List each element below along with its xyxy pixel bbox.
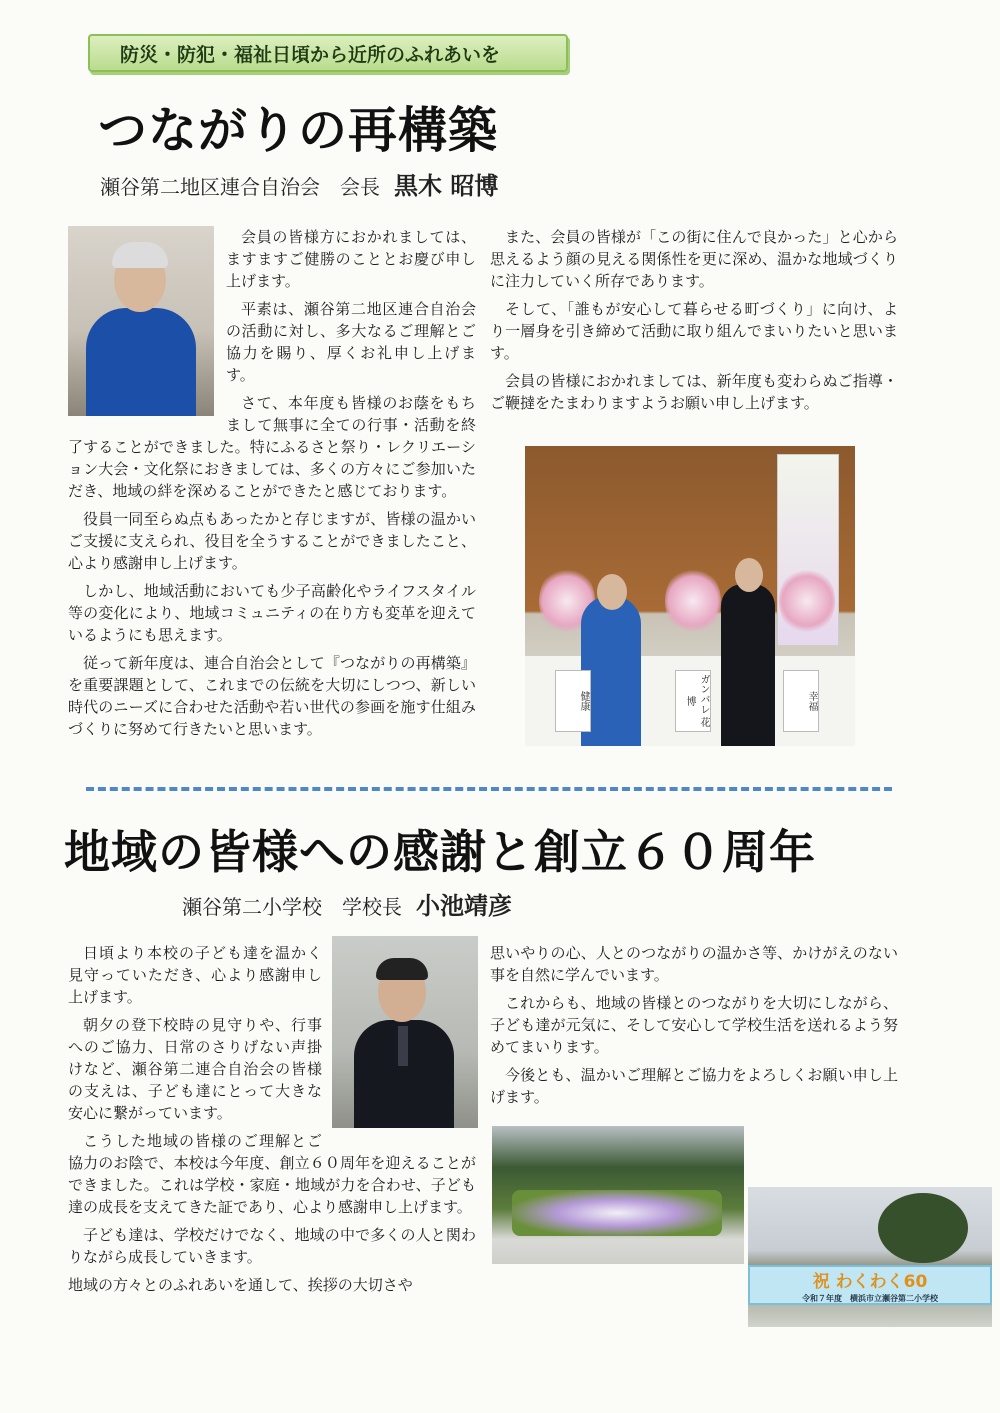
person-head	[735, 558, 763, 592]
portrait-photo	[68, 226, 214, 416]
flower-arrangement	[665, 566, 721, 636]
paragraph: これからも、地域の皆様とのつながりを大切にしながら、子ども達が元気に、そして安心して学校生活を送れるよう努めてまいります。	[490, 994, 898, 1056]
article-byline	[100, 166, 498, 201]
article-body-left	[68, 226, 476, 746]
paragraph: 従って新年度は、連合自治会として『つながりの再構築』を重要課題として、これまでの伝統を大切にしつつ、新しい時代のニーズに合わせた活動や若い世代の参画を施す仕組みづくりに努めて行きたいと思います。	[68, 654, 476, 738]
paragraph: 会員の皆様におかれましては、新年度も変わらぬご指導・ご鞭撻をたまわりますようお願い申し上げます。	[490, 372, 898, 412]
paragraph: また、会員の皆様が「この街に住んで良かった」と心から思えるよう顔の見える関係性を更に深め、温かな地域づくりに注力していく所存であります。	[490, 228, 898, 290]
article-title: つながりの再構築	[98, 102, 499, 159]
school-banner-photo	[748, 1187, 992, 1327]
article-byline	[182, 886, 512, 921]
person	[721, 584, 775, 746]
anniversary-banner	[748, 1265, 992, 1305]
section-banner: 防災・防犯・福祉日頃から近所のふれあいを	[88, 34, 568, 72]
paragraph: こうした地域の皆様のご理解とご協力のお陰で、本校は今年度、創立６０周年を迎えることができました。これは学校・家庭・地域が力を合わせ、子ども達の成長を支えてきた証であり、心より感謝申し上げます。	[68, 1132, 476, 1216]
article-body-right	[490, 942, 898, 1114]
paragraph: そして、「誰もが安心して暮らせる町づくり」に向け、より一層身を引き締めて活動に取り組んでまいりたいと思います。	[490, 300, 898, 362]
flower-arrangement	[779, 566, 835, 636]
paragraph: 会員の皆様方におかれましては、ますますご健勝のこととお慶び申し上げます。	[226, 228, 476, 290]
article-title: 地域の皆様への感謝と創立６０周年	[64, 825, 816, 879]
article-body-left	[68, 942, 476, 1302]
banner-text: 祝 わくわく60	[812, 1272, 928, 1292]
paragraph: 地域の方々とのふれあいを通して、挨拶の大切さや	[68, 1276, 413, 1294]
event-photo	[525, 446, 855, 746]
calligraphy-sign: ガンバレ 花博	[675, 670, 711, 732]
paragraph: 今後とも、温かいご理解とご協力をよろしくお願い申し上げます。	[490, 1066, 898, 1106]
paragraph: さて、本年度も皆様のお蔭をもちまして無事に全ての行事・活動を終了することができました。特にふるさと祭り・レクリエーション大会・文化祭におきましては、多くの方々にご参加いただき、地域の絆を深めることができたと感じております。	[68, 394, 476, 500]
calligraphy-sign: 健康	[555, 670, 591, 732]
paragraph: 平素は、瀬谷第二地区連合自治会の活動に対し、多大なるご理解とご協力を賜り、厚くお礼申し上げます。	[226, 300, 476, 384]
section-divider	[86, 787, 892, 791]
author-name: 小池靖彦	[416, 892, 512, 920]
tree	[878, 1193, 968, 1263]
paragraph: 子ども達は、学校だけでなく、地域の中で多くの人と関わりながら成長していきます。	[68, 1226, 476, 1266]
banner-subtext: 令和７年度 横浜市立瀬谷第二小学校	[802, 1294, 938, 1303]
author-org: 瀬谷第二地区連合自治会 会長	[100, 175, 380, 199]
person-head	[597, 574, 627, 610]
portrait-photo	[332, 936, 478, 1128]
author-org: 瀬谷第二小学校 学校長	[182, 895, 402, 919]
paragraph: 思いやりの心、人とのつながりの温かさ等、かけがえのない事を自然に学んでいます。	[490, 944, 898, 984]
calligraphy-sign: 幸福	[783, 670, 819, 732]
paragraph: しかし、地域活動においても少子高齢化やライフスタイル等の変化により、地域コミュニティの在り方も変革を迎えているようにも思えます。	[68, 582, 476, 644]
flower-bed-60	[512, 1190, 722, 1236]
paragraph: 朝夕の登下校時の見守りや、行事へのご協力、日常のさりげない声掛けなど、瀬谷第二連合自治会の皆様の支えは、子ども達にとって大きな安心に繋がっています。	[68, 1016, 322, 1122]
paragraph: 役員一同至らぬ点もあったかと存じますが、皆様の温かいご支援に支えられ、役目を全うすることができましたこと、心より感謝申し上げます。	[68, 510, 476, 572]
article-body-right	[490, 226, 898, 420]
paragraph: 日頃より本校の子ども達を温かく見守っていただき、心より感謝申し上げます。	[68, 944, 322, 1006]
flower-bed-photo	[492, 1126, 744, 1264]
author-name: 黒木 昭博	[394, 172, 499, 200]
